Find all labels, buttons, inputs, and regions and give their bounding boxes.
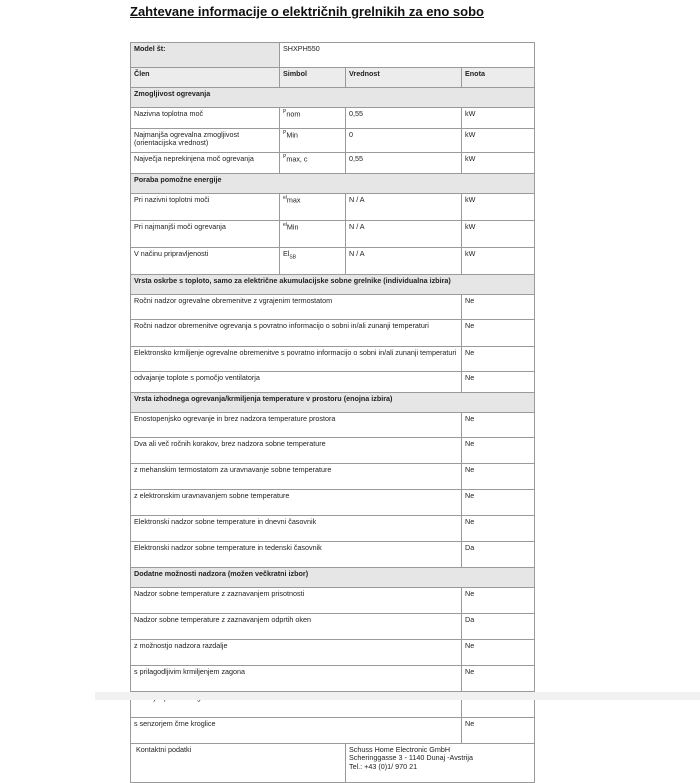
symbol-cell: $^{el}$max [280,194,346,221]
value-cell: Ne [462,295,535,320]
column-header-row [131,68,535,88]
table-row [131,640,535,666]
section-heat-output: Zmogljivost ogrevanja [131,88,535,108]
value-cell: Ne [462,464,535,490]
item-cell: Pri nazivni toplotni moči [131,194,280,221]
symbol-cell: $^{el}$Min [280,221,346,248]
col-header-unit: Enota [462,68,535,88]
item-cell: Najmanjša ogrevalna zmogljivost (orientacijska vrednost) [131,129,280,153]
value-cell: Ne [462,588,535,614]
table-row [131,542,535,568]
table-row [131,464,535,490]
value-cell: Ne [462,413,535,438]
table-row [131,320,535,347]
value-cell: Ne [462,666,535,692]
table-row [131,129,535,153]
table-row [131,372,535,393]
symbol-cell: $^P$nom [280,108,346,129]
value-cell: N / A [346,221,462,248]
unit-cell: kW [462,221,535,248]
value-cell: Ne [462,438,535,464]
item-cell: odvajanje toplote s pomočjo ventilatorja [131,372,462,393]
value-cell: 0,55 [346,153,462,174]
value-cell: Ne [462,320,535,347]
unit-cell: kW [462,108,535,129]
document-title: Zahtevane informacije o električnih grelnikih za eno sobo [130,4,484,19]
value-cell: Da [462,542,535,568]
item-cell: Elektronski nadzor sobne temperature in dnevni časovnik [131,516,462,542]
col-header-value: Vrednost [346,68,462,88]
section-heat-input-control: Vrsta oskrbe s toploto, samo za električne akumulacijske sobne grelnike (individualna izbira) [131,275,535,295]
item-cell: Elektronsko krmiljenje ogrevalne obremenitve s povratno informacijo o sobni in/ali zunanji temperaturi [131,347,462,372]
model-row [131,43,535,68]
table-row [131,718,535,744]
item-cell: Nazivna toplotna moč [131,108,280,129]
col-header-symbol: Simbol [280,68,346,88]
table-row [131,614,535,640]
value-cell: N / A [346,194,462,221]
item-cell: s senzorjem črne kroglice [131,718,462,744]
contact-address: Scheringgasse 3 - 1140 Dunaj -Avstrija [349,753,473,763]
contact-label: Kontaktni podatki [131,744,346,783]
item-cell: V načinu pripravljenosti [131,248,280,275]
page-bottom-strip [95,692,700,700]
table-row [131,108,535,129]
contact-details [346,744,535,783]
value-cell: Ne [462,718,535,744]
item-cell: Dva ali več ročnih korakov, brez nadzora sobne temperature [131,438,462,464]
contact-row [131,744,535,783]
item-cell: Enostopenjsko ogrevanje in brez nadzora temperature prostora [131,413,462,438]
value-cell: 0 [346,129,462,153]
table-row [131,295,535,320]
table-row [131,153,535,174]
contact-phone: Tel.: +43 (0)1/ 970 21 [349,761,418,771]
item-cell: Nadzor sobne temperature z zaznavanjem odprtih oken [131,614,462,640]
unit-cell: kW [462,153,535,174]
item-cell: s prilagodljivim krmiljenjem zagona [131,666,462,692]
item-cell: z mehanskim termostatom za uravnavanje sobne temperature [131,464,462,490]
value-cell: Ne [462,372,535,393]
table-row [131,248,535,275]
item-cell: Največja neprekinjena moč ogrevanja [131,153,280,174]
table-row [131,666,535,692]
item-cell: z elektronskim uravnavanjem sobne temperature [131,490,462,516]
symbol-cell: $^P$max, c [280,153,346,174]
table-row [131,347,535,372]
symbol-cell: $^P$Min [280,129,346,153]
table-row [131,490,535,516]
value-cell: 0,55 [346,108,462,129]
unit-cell: kW [462,248,535,275]
model-value: SHXPH550 [280,43,535,68]
model-label: Model št: [131,43,280,68]
section-aux-power: Poraba pomožne energije [131,174,535,194]
symbol-cell: $El_{SB}$ [280,248,346,275]
unit-cell: kW [462,194,535,221]
table-row [131,413,535,438]
value-cell: N / A [346,248,462,275]
table-row [131,438,535,464]
contact-company: Schuss Home Electronic GmbH [349,745,451,754]
unit-cell: kW [462,129,535,153]
item-cell: Pri najmanjši moči ogrevanja [131,221,280,248]
col-header-item: Člen [131,68,280,88]
table-row [131,221,535,248]
section-additional-control: Dodatne možnosti nadzora (možen večkratni izbor) [131,568,535,588]
section-temperature-control: Vrsta izhodnega ogrevanja/krmiljenja temperature v prostoru (enojna izbira) [131,393,535,413]
item-cell: Ročni nadzor ogrevalne obremenitve z vgrajenim termostatom [131,295,462,320]
table-row [131,194,535,221]
value-cell: Ne [462,347,535,372]
value-cell: Da [462,614,535,640]
table-row [131,588,535,614]
item-cell: z možnostjo nadzora razdalje [131,640,462,666]
item-cell: Nadzor sobne temperature z zaznavanjem prisotnosti [131,588,462,614]
value-cell: Ne [462,640,535,666]
value-cell: Ne [462,516,535,542]
item-cell: Ročni nadzor obremenitve ogrevanja s povratno informacijo o sobni in/ali zunanji temperaturi [131,320,462,347]
value-cell: Ne [462,490,535,516]
spec-table [130,42,535,783]
table-row [131,516,535,542]
item-cell: Elektronski nadzor sobne temperature in tedenski časovnik [131,542,462,568]
